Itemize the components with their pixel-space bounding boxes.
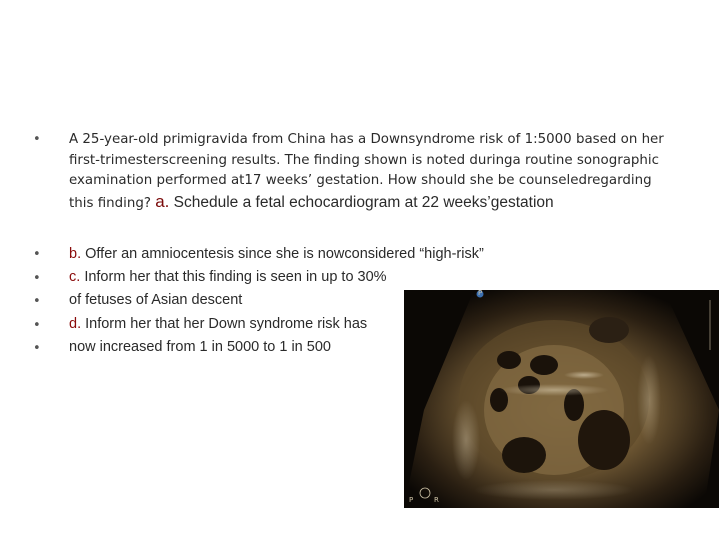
bullet-marker: • xyxy=(33,294,41,309)
option-b xyxy=(69,246,484,262)
orientation-marker-r: R xyxy=(434,496,439,504)
option-d-continued xyxy=(69,339,331,355)
question-stem xyxy=(69,130,679,214)
option-c xyxy=(69,269,387,285)
option-a-letter: a. xyxy=(155,191,170,211)
option-c-continued xyxy=(69,292,242,308)
bullet-marker: • xyxy=(33,318,41,333)
bullet-marker: • xyxy=(33,271,41,286)
option-d-text: Inform her that her Down syndrome risk has xyxy=(85,316,368,332)
option-a-text: Schedule a fetal echocardiogram at 22 weeks’gestation xyxy=(173,193,554,211)
option-d xyxy=(69,316,367,332)
option-c-letter: c. xyxy=(69,269,81,285)
option-b-text: Offer an amniocentesis since she is nowconsidered “high-risk” xyxy=(85,246,484,262)
option-d-continued-text: now increased from 1 in 5000 to 1 in 500 xyxy=(69,339,331,355)
option-b-letter: b. xyxy=(69,246,82,262)
bullet-marker: • xyxy=(33,132,41,147)
ultrasound-scan-graphic xyxy=(404,290,719,508)
orientation-marker-top: P xyxy=(478,290,483,297)
option-d-letter: d. xyxy=(69,316,82,332)
orientation-marker-p: P xyxy=(409,496,414,504)
bullet-marker: • xyxy=(33,247,41,262)
question-stem-text: A 25-year-old primigravida from China has a Downsyndrome risk of 1:5000 based on her first-trimesterscreening results. The finding shown is noted duringa routine sonographic examination performed at17 weeks’ gestation. How should she be counseledregarding this finding? xyxy=(69,132,664,211)
option-c-continued-text: of fetuses of Asian descent xyxy=(69,292,243,308)
option-c-text: Inform her that this finding is seen in up to 30% xyxy=(84,269,387,285)
ultrasound-image xyxy=(404,290,719,508)
bullet-marker: • xyxy=(33,341,41,356)
